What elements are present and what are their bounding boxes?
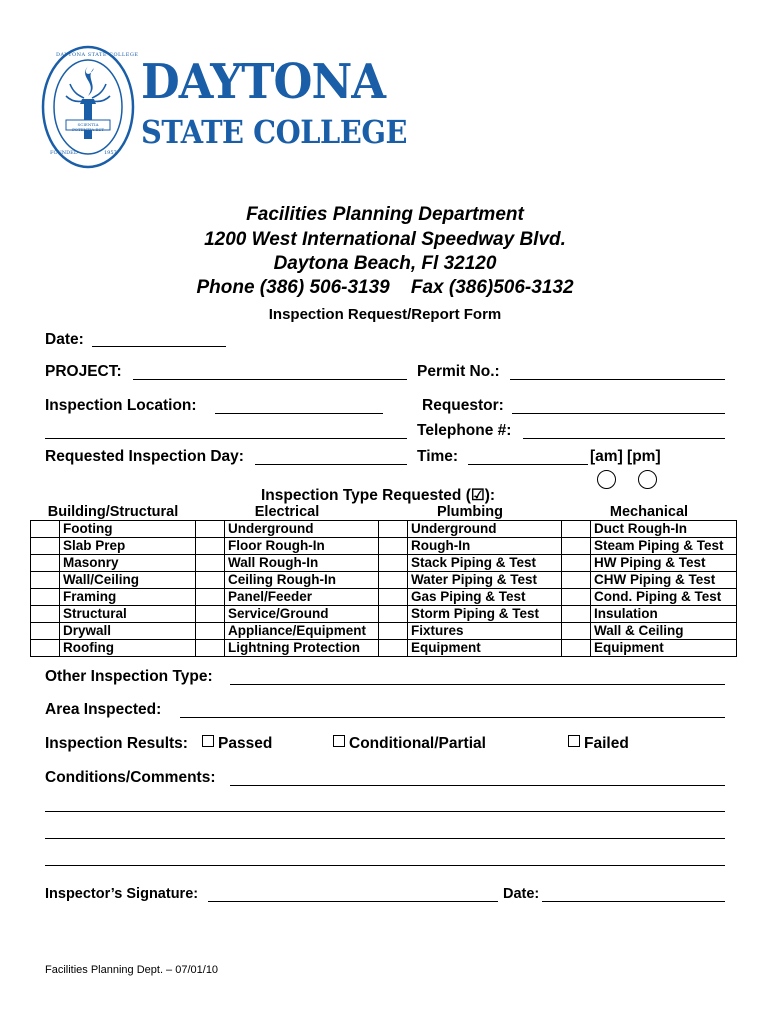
inspection-type-label: Rough-In <box>408 538 562 555</box>
failed-label: Failed <box>584 735 629 752</box>
table-row <box>31 572 737 589</box>
inspection-type-label: Fixtures <box>408 623 562 640</box>
comments-line-3[interactable] <box>45 838 725 839</box>
checkbox-cell[interactable] <box>31 538 60 555</box>
form-title: Inspection Request/Report Form <box>268 306 502 323</box>
inspection-results-label: Inspection Results: <box>45 735 188 752</box>
checkbox-cell[interactable] <box>562 623 591 640</box>
checkbox-cell[interactable] <box>196 555 225 572</box>
inspection-type-label: CHW Piping & Test <box>591 572 737 589</box>
inspection-type-label: Equipment <box>591 640 737 657</box>
inspection-type-title <box>261 486 495 505</box>
seal-year: 1957 <box>104 150 117 156</box>
checkbox-cell[interactable] <box>196 589 225 606</box>
date-label: Date: <box>45 331 84 348</box>
inspection-type-label: Framing <box>60 589 196 606</box>
result-passed[interactable] <box>202 735 272 753</box>
am-radio[interactable] <box>597 470 616 489</box>
inspection-type-label: HW Piping & Test <box>591 555 737 572</box>
inspection-type-label: Underground <box>225 521 379 538</box>
address-line: 1200 West International Speedway Blvd. <box>204 229 566 250</box>
table-row <box>31 623 737 640</box>
inspection-type-label: Storm Piping & Test <box>408 606 562 623</box>
inspection-type-title-text: Inspection Type Requested ( <box>261 487 471 504</box>
telephone-label: Telephone #: <box>417 422 512 439</box>
checkbox-cell[interactable] <box>562 640 591 657</box>
requestor-label: Requestor: <box>422 397 504 414</box>
checkbox-cell[interactable] <box>196 572 225 589</box>
checkbox-cell[interactable] <box>379 623 408 640</box>
inspection-type-label: Insulation <box>591 606 737 623</box>
inspection-type-label: Steam Piping & Test <box>591 538 737 555</box>
comments-label: Conditions/Comments: <box>45 769 216 786</box>
area-inspected-field[interactable] <box>180 717 725 718</box>
seal-motto: SCIENTIA POTENTIA EST <box>72 122 104 132</box>
phone-fax-line: Phone (386) 506-3139 Fax (386)506-3132 <box>196 277 574 298</box>
am-pm-label: [am] [pm] <box>590 448 661 465</box>
inspection-type-label: Masonry <box>60 555 196 572</box>
footer-note: Facilities Planning Dept. – 07/01/10 <box>45 964 219 976</box>
result-failed[interactable] <box>568 735 629 753</box>
inspection-type-label: Ceiling Rough-In <box>225 572 379 589</box>
inspection-type-label: Underground <box>408 521 562 538</box>
checkbox-icon[interactable] <box>568 735 580 747</box>
checkbox-cell[interactable] <box>562 521 591 538</box>
checkbox-cell[interactable] <box>562 538 591 555</box>
location-field[interactable] <box>215 413 383 414</box>
column-header: Electrical <box>196 504 379 521</box>
inspector-signature-field[interactable] <box>208 901 498 902</box>
table-row <box>31 640 737 657</box>
inspection-type-label: Panel/Feeder <box>225 589 379 606</box>
checkbox-cell[interactable] <box>196 521 225 538</box>
inspection-type-label: Stack Piping & Test <box>408 555 562 572</box>
checkbox-cell[interactable] <box>379 538 408 555</box>
inspection-type-label: Appliance/Equipment <box>225 623 379 640</box>
location-label: Inspection Location: <box>45 397 197 414</box>
checkbox-cell[interactable] <box>562 572 591 589</box>
inspection-type-label: Slab Prep <box>60 538 196 555</box>
checkbox-cell[interactable] <box>31 521 60 538</box>
inspection-type-label: Structural <box>60 606 196 623</box>
table-row <box>31 606 737 623</box>
checkbox-cell[interactable] <box>562 606 591 623</box>
requested-day-label: Requested Inspection Day: <box>45 448 244 465</box>
checkbox-cell[interactable] <box>196 623 225 640</box>
logo-name-line2: STATE COLLEGE <box>141 113 407 151</box>
signature-date-field[interactable] <box>542 901 725 902</box>
checkbox-cell[interactable] <box>31 606 60 623</box>
requestor-field[interactable] <box>512 413 725 414</box>
comments-field[interactable] <box>230 785 725 786</box>
inspection-type-label: Roofing <box>60 640 196 657</box>
requested-day-field[interactable] <box>255 464 407 465</box>
pm-radio[interactable] <box>638 470 657 489</box>
signature-date-label: Date: <box>503 886 540 902</box>
seal-founded: FOUNDED <box>50 150 78 156</box>
checkbox-cell[interactable] <box>379 521 408 538</box>
telephone-field[interactable] <box>523 438 725 439</box>
project-label: PROJECT: <box>45 363 122 380</box>
inspection-type-label: Cond. Piping & Test <box>591 589 737 606</box>
checkbox-cell[interactable] <box>31 589 60 606</box>
time-field[interactable] <box>468 464 588 465</box>
inspection-type-label: Water Piping & Test <box>408 572 562 589</box>
checkbox-cell[interactable] <box>31 623 60 640</box>
checkbox-cell[interactable] <box>379 606 408 623</box>
table-row <box>31 521 737 538</box>
date-field[interactable] <box>92 346 226 347</box>
checkbox-icon[interactable] <box>202 735 214 747</box>
column-header: Building/Structural <box>31 504 196 521</box>
inspection-type-title-end: ): <box>484 487 496 504</box>
conditional-label: Conditional/Partial <box>349 735 486 752</box>
area-inspected-label: Area Inspected: <box>45 701 162 718</box>
other-inspection-field[interactable] <box>230 684 725 685</box>
passed-label: Passed <box>218 735 273 752</box>
checkbox-cell[interactable] <box>196 606 225 623</box>
inspection-type-label: Service/Ground <box>225 606 379 623</box>
checkbox-cell[interactable] <box>196 538 225 555</box>
inspection-type-label: Wall & Ceiling <box>591 623 737 640</box>
logo-name-line1: DAYTONA <box>141 54 386 110</box>
permit-label: Permit No.: <box>417 363 500 380</box>
comments-line-2[interactable] <box>45 811 725 812</box>
inspection-type-label: Lightning Protection <box>225 640 379 657</box>
inspection-type-label: Equipment <box>408 640 562 657</box>
checkbox-cell[interactable] <box>379 640 408 657</box>
inspection-type-label: Wall Rough-In <box>225 555 379 572</box>
checkbox-cell[interactable] <box>196 640 225 657</box>
checkbox-cell[interactable] <box>31 640 60 657</box>
permit-field[interactable] <box>510 379 725 380</box>
checkbox-cell[interactable] <box>562 555 591 572</box>
time-label: Time: <box>417 448 459 465</box>
result-conditional[interactable] <box>333 735 486 753</box>
checkbox-cell[interactable] <box>379 589 408 606</box>
inspection-type-label: Gas Piping & Test <box>408 589 562 606</box>
project-field[interactable] <box>133 379 407 380</box>
inspection-type-table <box>30 504 737 657</box>
other-inspection-label: Other Inspection Type: <box>45 668 213 685</box>
checkbox-cell[interactable] <box>379 555 408 572</box>
inspection-type-label: Footing <box>60 521 196 538</box>
checkbox-cell[interactable] <box>562 589 591 606</box>
checkbox-cell[interactable] <box>379 572 408 589</box>
column-header: Plumbing <box>379 504 562 521</box>
inspection-type-label: Wall/Ceiling <box>60 572 196 589</box>
seal-ring-text: DAYTONA STATE COLLEGE <box>56 52 139 58</box>
city-line: Daytona Beach, Fl 32120 <box>273 253 497 274</box>
inspection-type-label: Floor Rough-In <box>225 538 379 555</box>
table-row <box>31 555 737 572</box>
table-row <box>31 589 737 606</box>
checkbox-icon[interactable] <box>333 735 345 747</box>
inspector-signature-label: Inspector’s Signature: <box>45 886 199 902</box>
inspection-type-label: Drywall <box>60 623 196 640</box>
department-name: Facilities Planning Department <box>246 204 524 225</box>
column-header: Mechanical <box>562 504 737 521</box>
comments-line-4[interactable] <box>45 865 725 866</box>
checkbox-cell[interactable] <box>31 555 60 572</box>
table-row <box>31 538 737 555</box>
inspection-type-label: Duct Rough-In <box>591 521 737 538</box>
checkbox-cell[interactable] <box>31 572 60 589</box>
checkbox-checked-icon: ☑ <box>470 487 485 504</box>
location-field-line2[interactable] <box>45 438 407 439</box>
